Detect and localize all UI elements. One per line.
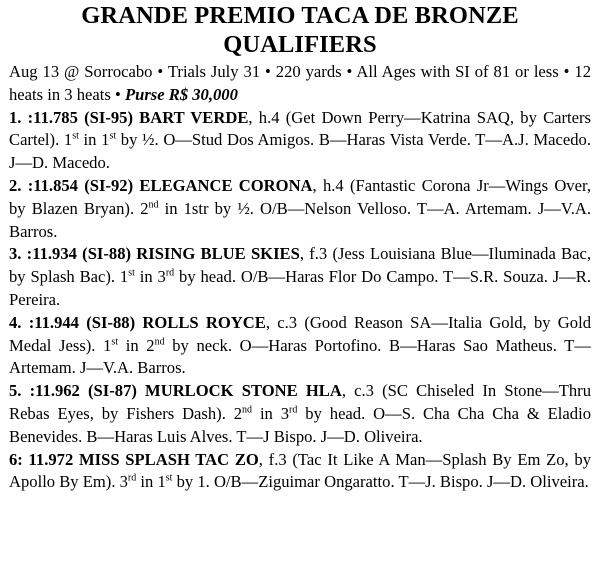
race-details: Aug 13 @ Sorrocabo • Trials July 31 • 220 yards • All Ages with SI of 81 or less • 12 heats in 3 heats • [9, 62, 591, 104]
qualifier-entry: 5. :11.962 (SI-87) MURLOCK STONE HLA, c.3 (SC Chiseled In Stone—Thru Rebas Eyes, by Fishers Dash). 2nd in 3rd by head. O—S. Cha Cha Cha & Eladio Benevides. B—Haras Luis Alves. T—J Bispo. J—D. Oliveira. [9, 381, 591, 446]
entry-heading: 5. :11.962 (SI-87) MURLOCK STONE HLA [9, 381, 342, 401]
qualifier-entry: 4. :11.944 (SI-88) ROLLS ROYCE, c.3 (Good Reason SA—Italia Gold, by Gold Medal Jess). 1st in 2nd by neck. O—Haras Portofino. B—Haras Sao Matheus. T—Artemam. J—V.A. Barros. [9, 312, 591, 378]
qualifier-entry: 6: 11.972 MISS SPLASH TAC ZO, f.3 (Tac It Like A Man—Splash By Em Zo, by Apollo By Em). 3rd in 1st by 1. O/B—Ziguimar Ongaratto. T—J. Bispo. J—D. Oliveira. [9, 449, 591, 492]
entry-heading: 4. :11.944 (SI-88) ROLLS ROYCE [9, 312, 266, 332]
entry-heading: 1. :11.785 (SI-95) BART VERDE [9, 107, 249, 127]
purse-amount: Purse R$ 30,000 [124, 84, 238, 104]
entry-heading: 3. :11.934 (SI-88) RISING BLUE SKIES [9, 244, 300, 264]
qualifier-entry: 3. :11.934 (SI-88) RISING BLUE SKIES, f.3 (Jess Louisiana Blue—Iluminada Bac, by Splash Bac). 1st in 3rd by head. O/B—Haras Flor Do Campo. T—S.R. Souza. J—R. Pereira. [9, 244, 592, 309]
article-title [9, 2, 591, 59]
entry-heading: 2. :11.854 (SI-92) ELEGANCE CORONA [9, 175, 313, 195]
qualifier-entry: 2. :11.854 (SI-92) ELEGANCE CORONA, h.4 (Fantastic Corona Jr—Wings Over, by Blazen Bryan). 2nd in 1str by ½. O/B—Nelson Velloso. T—A. Artemam. J—V.A. Barros. [9, 175, 591, 241]
race-info [9, 61, 591, 107]
title-line-2: QUALIFIERS [223, 30, 377, 58]
qualifier-entry: 1. :11.785 (SI-95) BART VERDE, h.4 (Get Down Perry—Katrina SAQ, by Carters Cartel). 1st in 1st by ½. O—Stud Dos Amigos. B—Haras Vista Verde. T—A.J. Macedo. J—D. Macedo. [9, 107, 592, 173]
entry-heading: 6: 11.972 MISS SPLASH TAC ZO [9, 449, 259, 469]
title-line-1: GRANDE PREMIO TACA DE BRONZE [81, 2, 519, 29]
